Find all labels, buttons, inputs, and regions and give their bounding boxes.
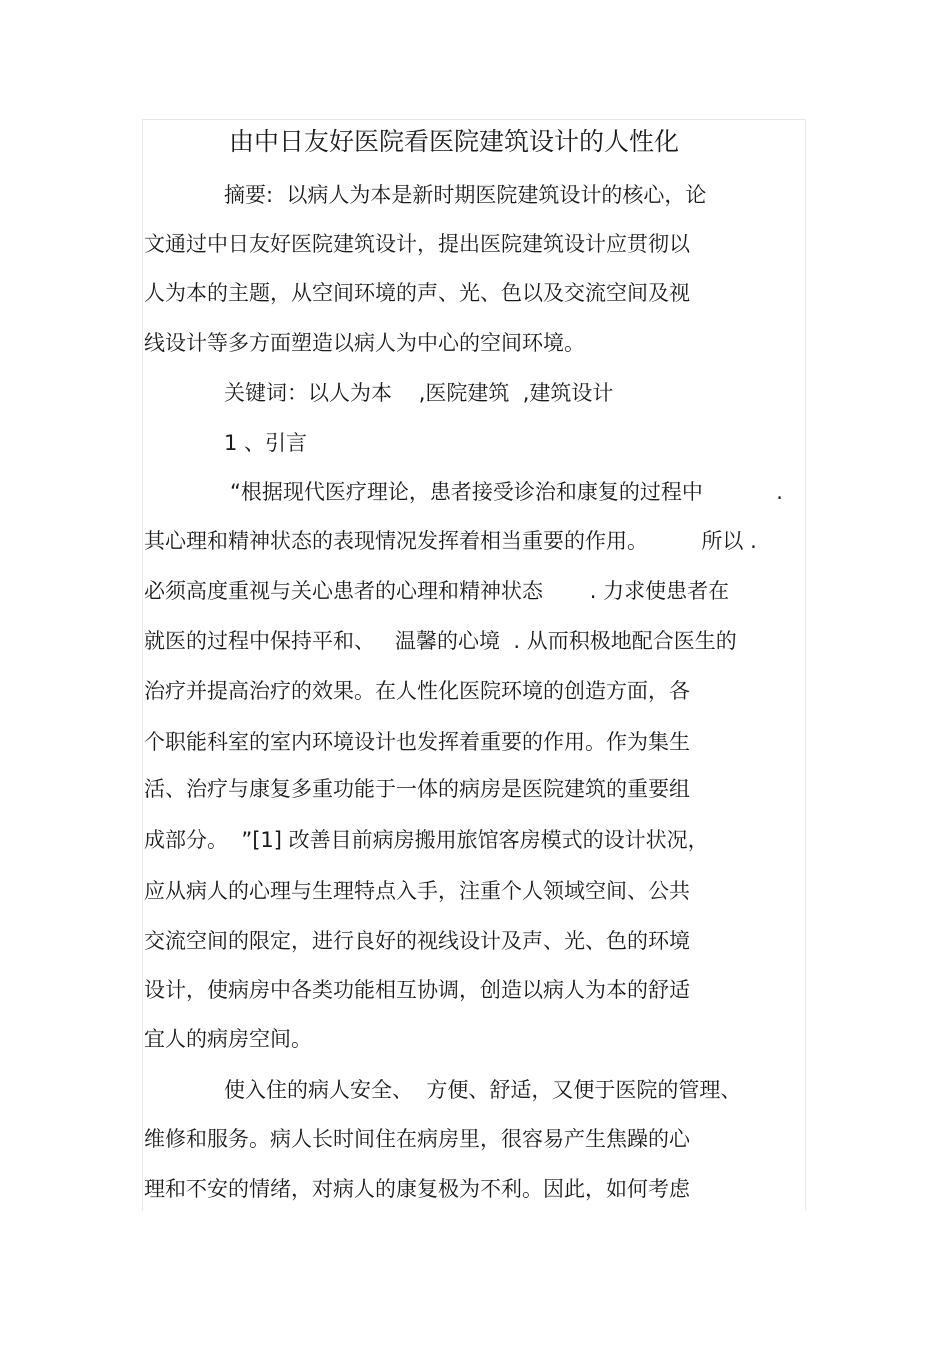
body-line-15: 理和不安的情绪，对病人的康复极为不利。因此，如何考虑	[144, 1177, 690, 1201]
section-heading: 1 、引言	[224, 431, 308, 455]
body-line-8: 成部分。 ”[1] 改善目前病房搬用旅馆客房模式的设计状况，	[144, 828, 709, 852]
body-line-10: 交流空间的限定，进行良好的视线设计及声、光、色的环境	[144, 929, 690, 953]
abstract-line-4: 线设计等多方面塑造以病人为中心的空间环境。	[144, 331, 585, 355]
document-title: 由中日友好医院看医院建筑设计的人性化	[229, 127, 680, 156]
body-line-11: 设计，使病房中各类功能相互协调，创造以病人为本的舒适	[144, 978, 690, 1002]
body-line-14: 维修和服务。病人长时间住在病房里，很容易产生焦躁的心	[144, 1127, 690, 1151]
abstract-line-1: 摘要: 以病人为本是新时期医院建筑设计的核心，论	[224, 183, 707, 207]
body-line-5: 治疗并提高治疗的效果。在人性化医院环境的创造方面，各	[144, 679, 690, 703]
body-line-12: 宜人的病房空间。	[144, 1027, 312, 1051]
abstract-line-2: 文通过中日友好医院建筑设计，提出医院建筑设计应贯彻以	[144, 232, 690, 256]
keywords-line: 关键词：以人为本 ,医院建筑 ,建筑设计	[224, 381, 614, 405]
body-line-1: “根据现代医疗理论，患者接受诊治和康复的过程中 .	[230, 480, 783, 504]
body-line-9: 应从病人的心理与生理特点入手，注重个人领域空间、公共	[144, 879, 690, 903]
body-line-2: 其心理和精神状态的表现情况发挥着相当重要的作用。 所以 .	[144, 529, 757, 553]
body-line-6: 个职能科室的室内环境设计也发挥着重要的作用。作为集生	[144, 730, 690, 754]
body-line-4: 就医的过程中保持平和、 温馨的心境 . 从而积极地配合医生的	[144, 629, 737, 653]
body-line-7: 活、治疗与康复多重功能于一体的病房是医院建筑的重要组	[144, 777, 690, 801]
body-line-3: 必须高度重视与关心患者的心理和精神状态 . 力求使患者在	[144, 579, 730, 603]
abstract-line-3: 人为本的主题，从空间环境的声、光、色以及交流空间及视	[144, 281, 690, 305]
body-line-13: 使入住的病人安全、 方便、舒适，又便于医院的管理、	[224, 1078, 742, 1102]
